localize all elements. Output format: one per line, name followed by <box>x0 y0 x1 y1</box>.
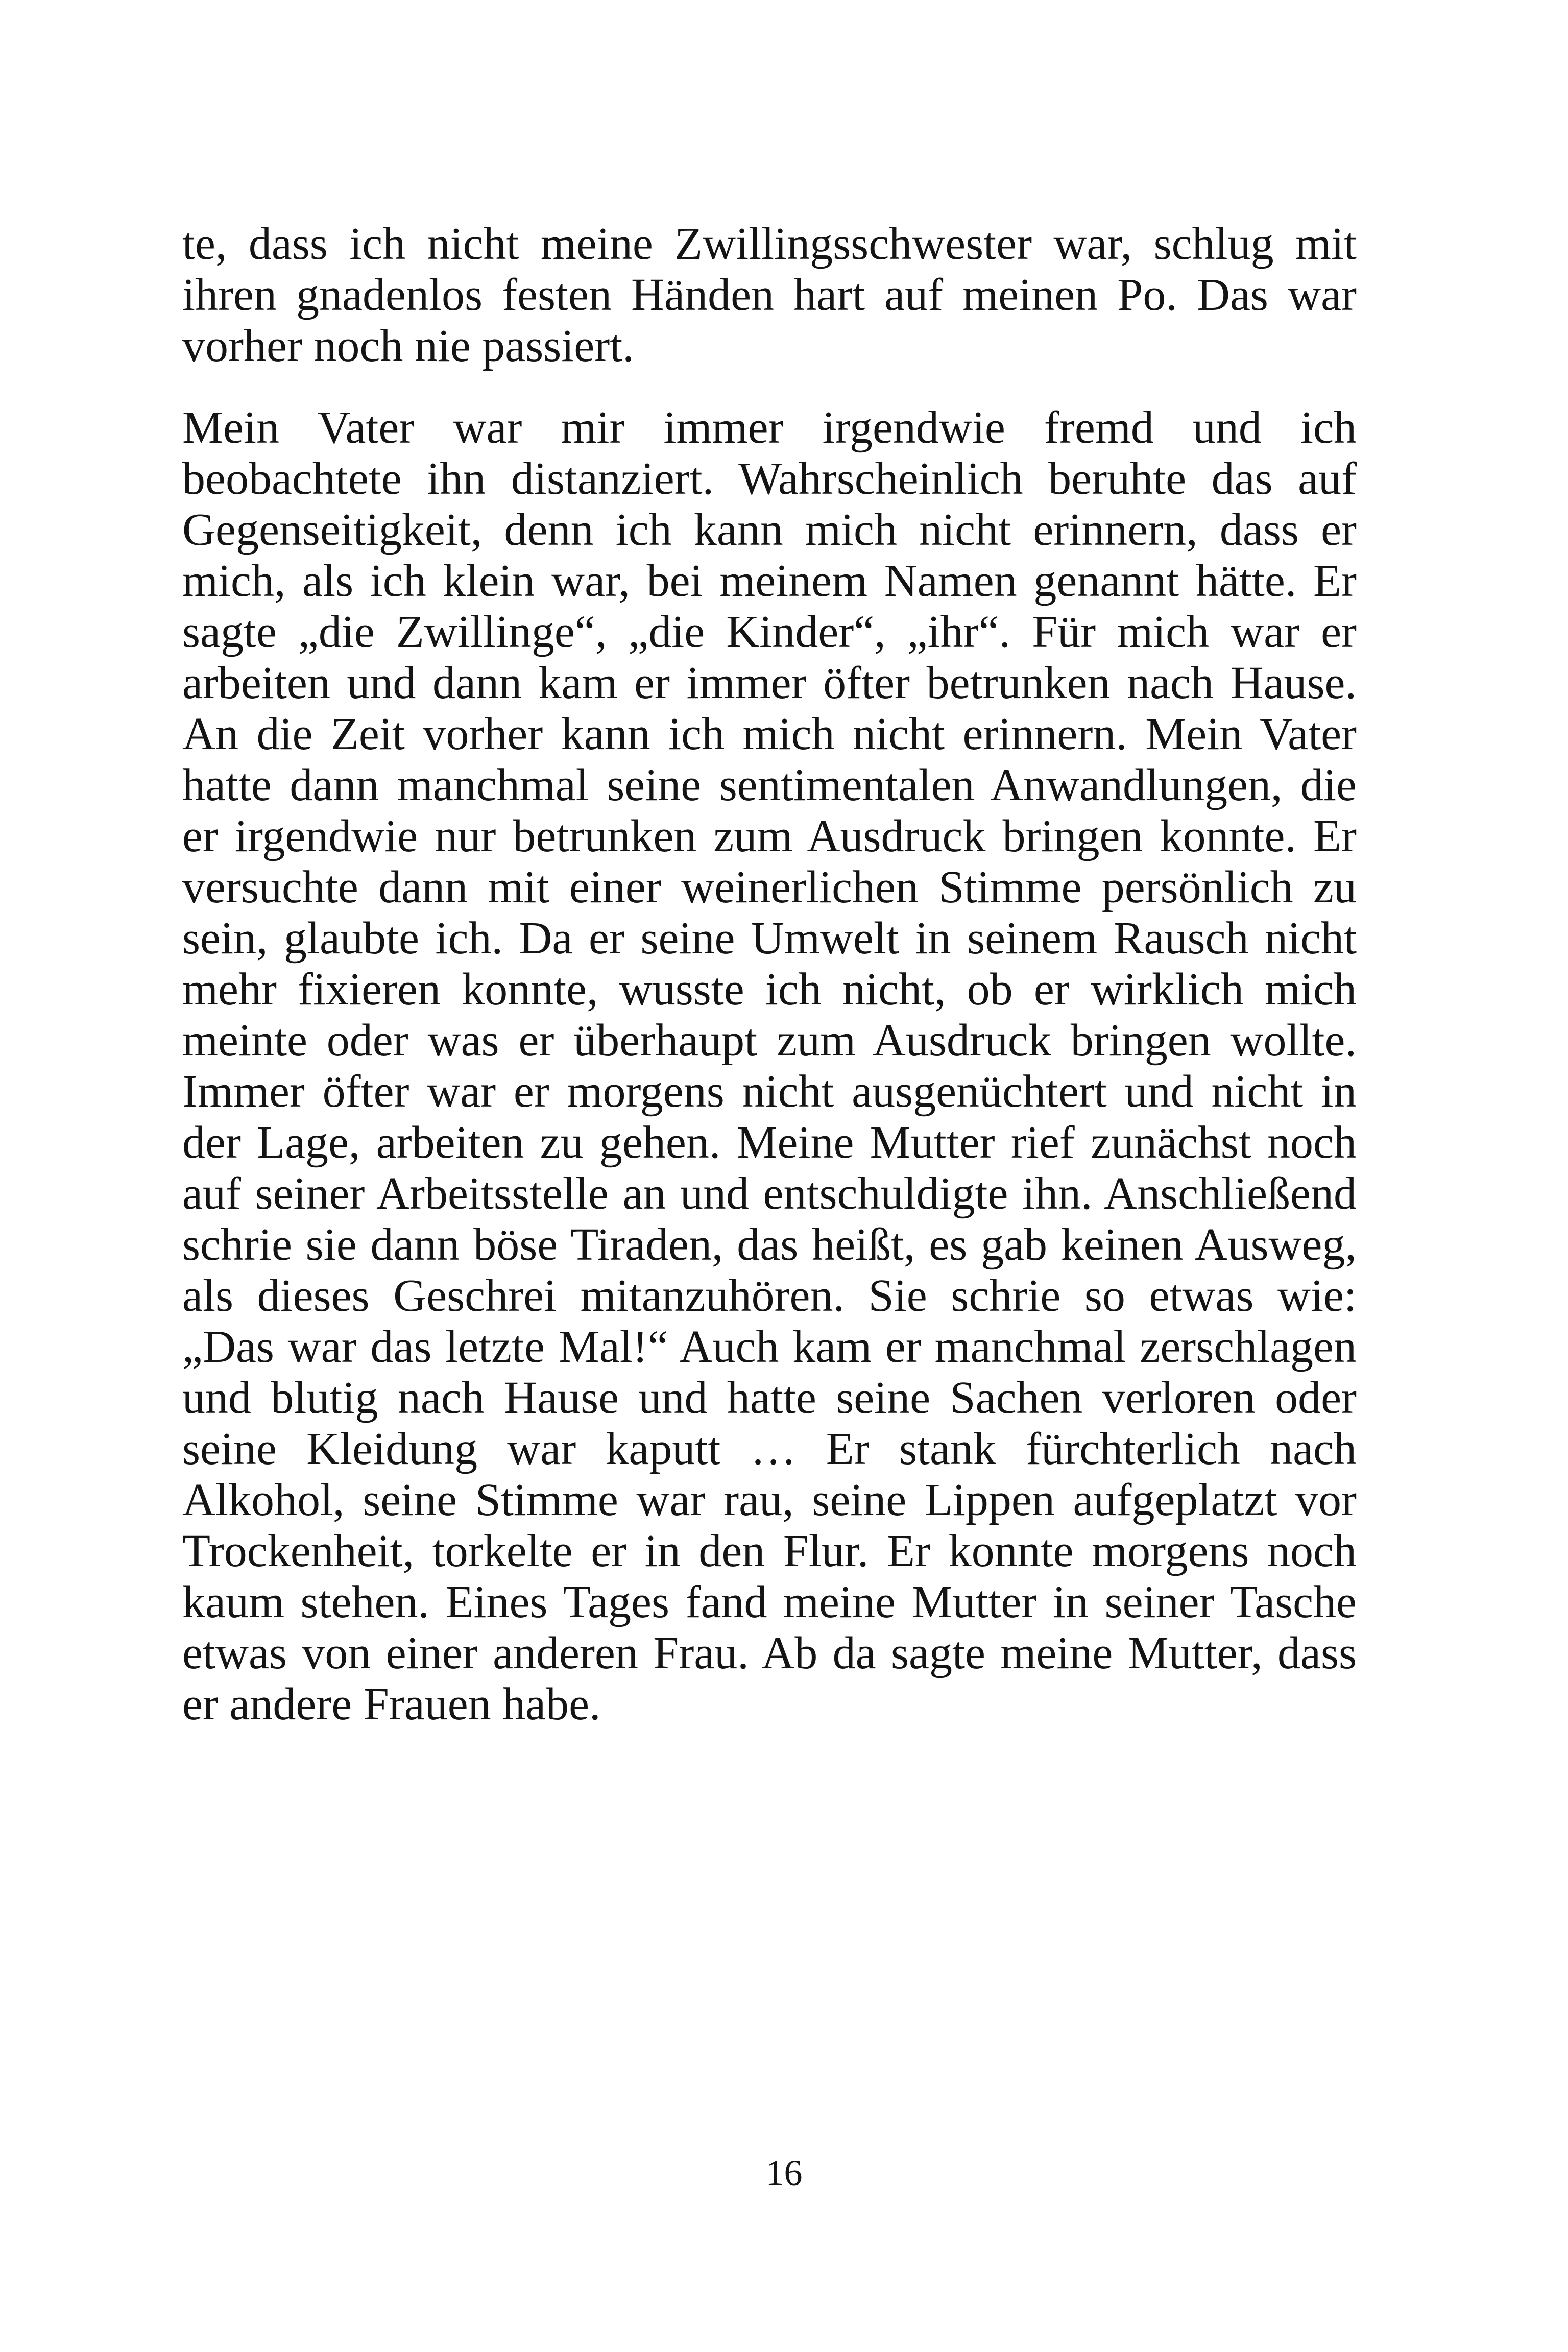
paragraph-continuation: te, dass ich nicht meine Zwillingsschwester war, schlug mit ihren gnadenlos festen Händen hart auf meinen Po. Das war vorher noch nie passiert. <box>182 219 1357 371</box>
body-text <box>182 219 1357 1730</box>
page-number: 16 <box>765 2152 803 2193</box>
paragraph-father: Mein Vater war mir immer irgendwie fremd und ich beobachtete ihn distanziert. Wahrscheinlich beruhte das auf Gegenseitigkeit, denn ich kann mich nicht erinnern, dass er mich, als ich klein war, bei meinem Namen genannt hätte. Er sagte „die Zwillinge“, „die Kinder“, „ihr“. Für mich war er arbeiten und dann kam er immer öfter betrunken nach Hause. An die Zeit vorher kann ich mich nicht erinnern. Mein Vater hatte dann manchmal seine sentimentalen Anwandlungen, die er irgendwie nur betrunken zum Ausdruck bringen konnte. Er versuchte dann mit einer weinerlichen Stimme persönlich zu sein, glaubte ich. Da er seine Umwelt in seinem Rausch nicht mehr fixieren konnte, wusste ich nicht, ob er wirklich mich meinte oder was er überhaupt zum Ausdruck bringen wollte. Immer öfter war er morgens nicht ausgenüchtert und nicht in der Lage, arbeiten zu gehen. Meine Mutter rief zunächst noch auf seiner Arbeitsstelle an und entschuldigte ihn. Anschließend schrie sie dann böse Tiraden, das heißt, es gab keinen Ausweg, als dieses Geschrei mitanzuhören. Sie schrie so etwas wie: „Das war das letzte Mal!“ Auch kam er manchmal zerschlagen und blutig nach Hause und hatte seine Sachen verloren oder seine Kleidung war kaputt … Er stank fürchterlich nach Alkohol, seine Stimme war rau, seine Lippen aufgeplatzt vor Trockenheit, torkelte er in den Flur. Er konnte morgens noch kaum stehen. Eines Tages fand meine Mutter in seiner Tasche etwas von einer anderen Frau. Ab da sagte meine Mutter, dass er andere Frauen habe. <box>182 402 1357 1730</box>
